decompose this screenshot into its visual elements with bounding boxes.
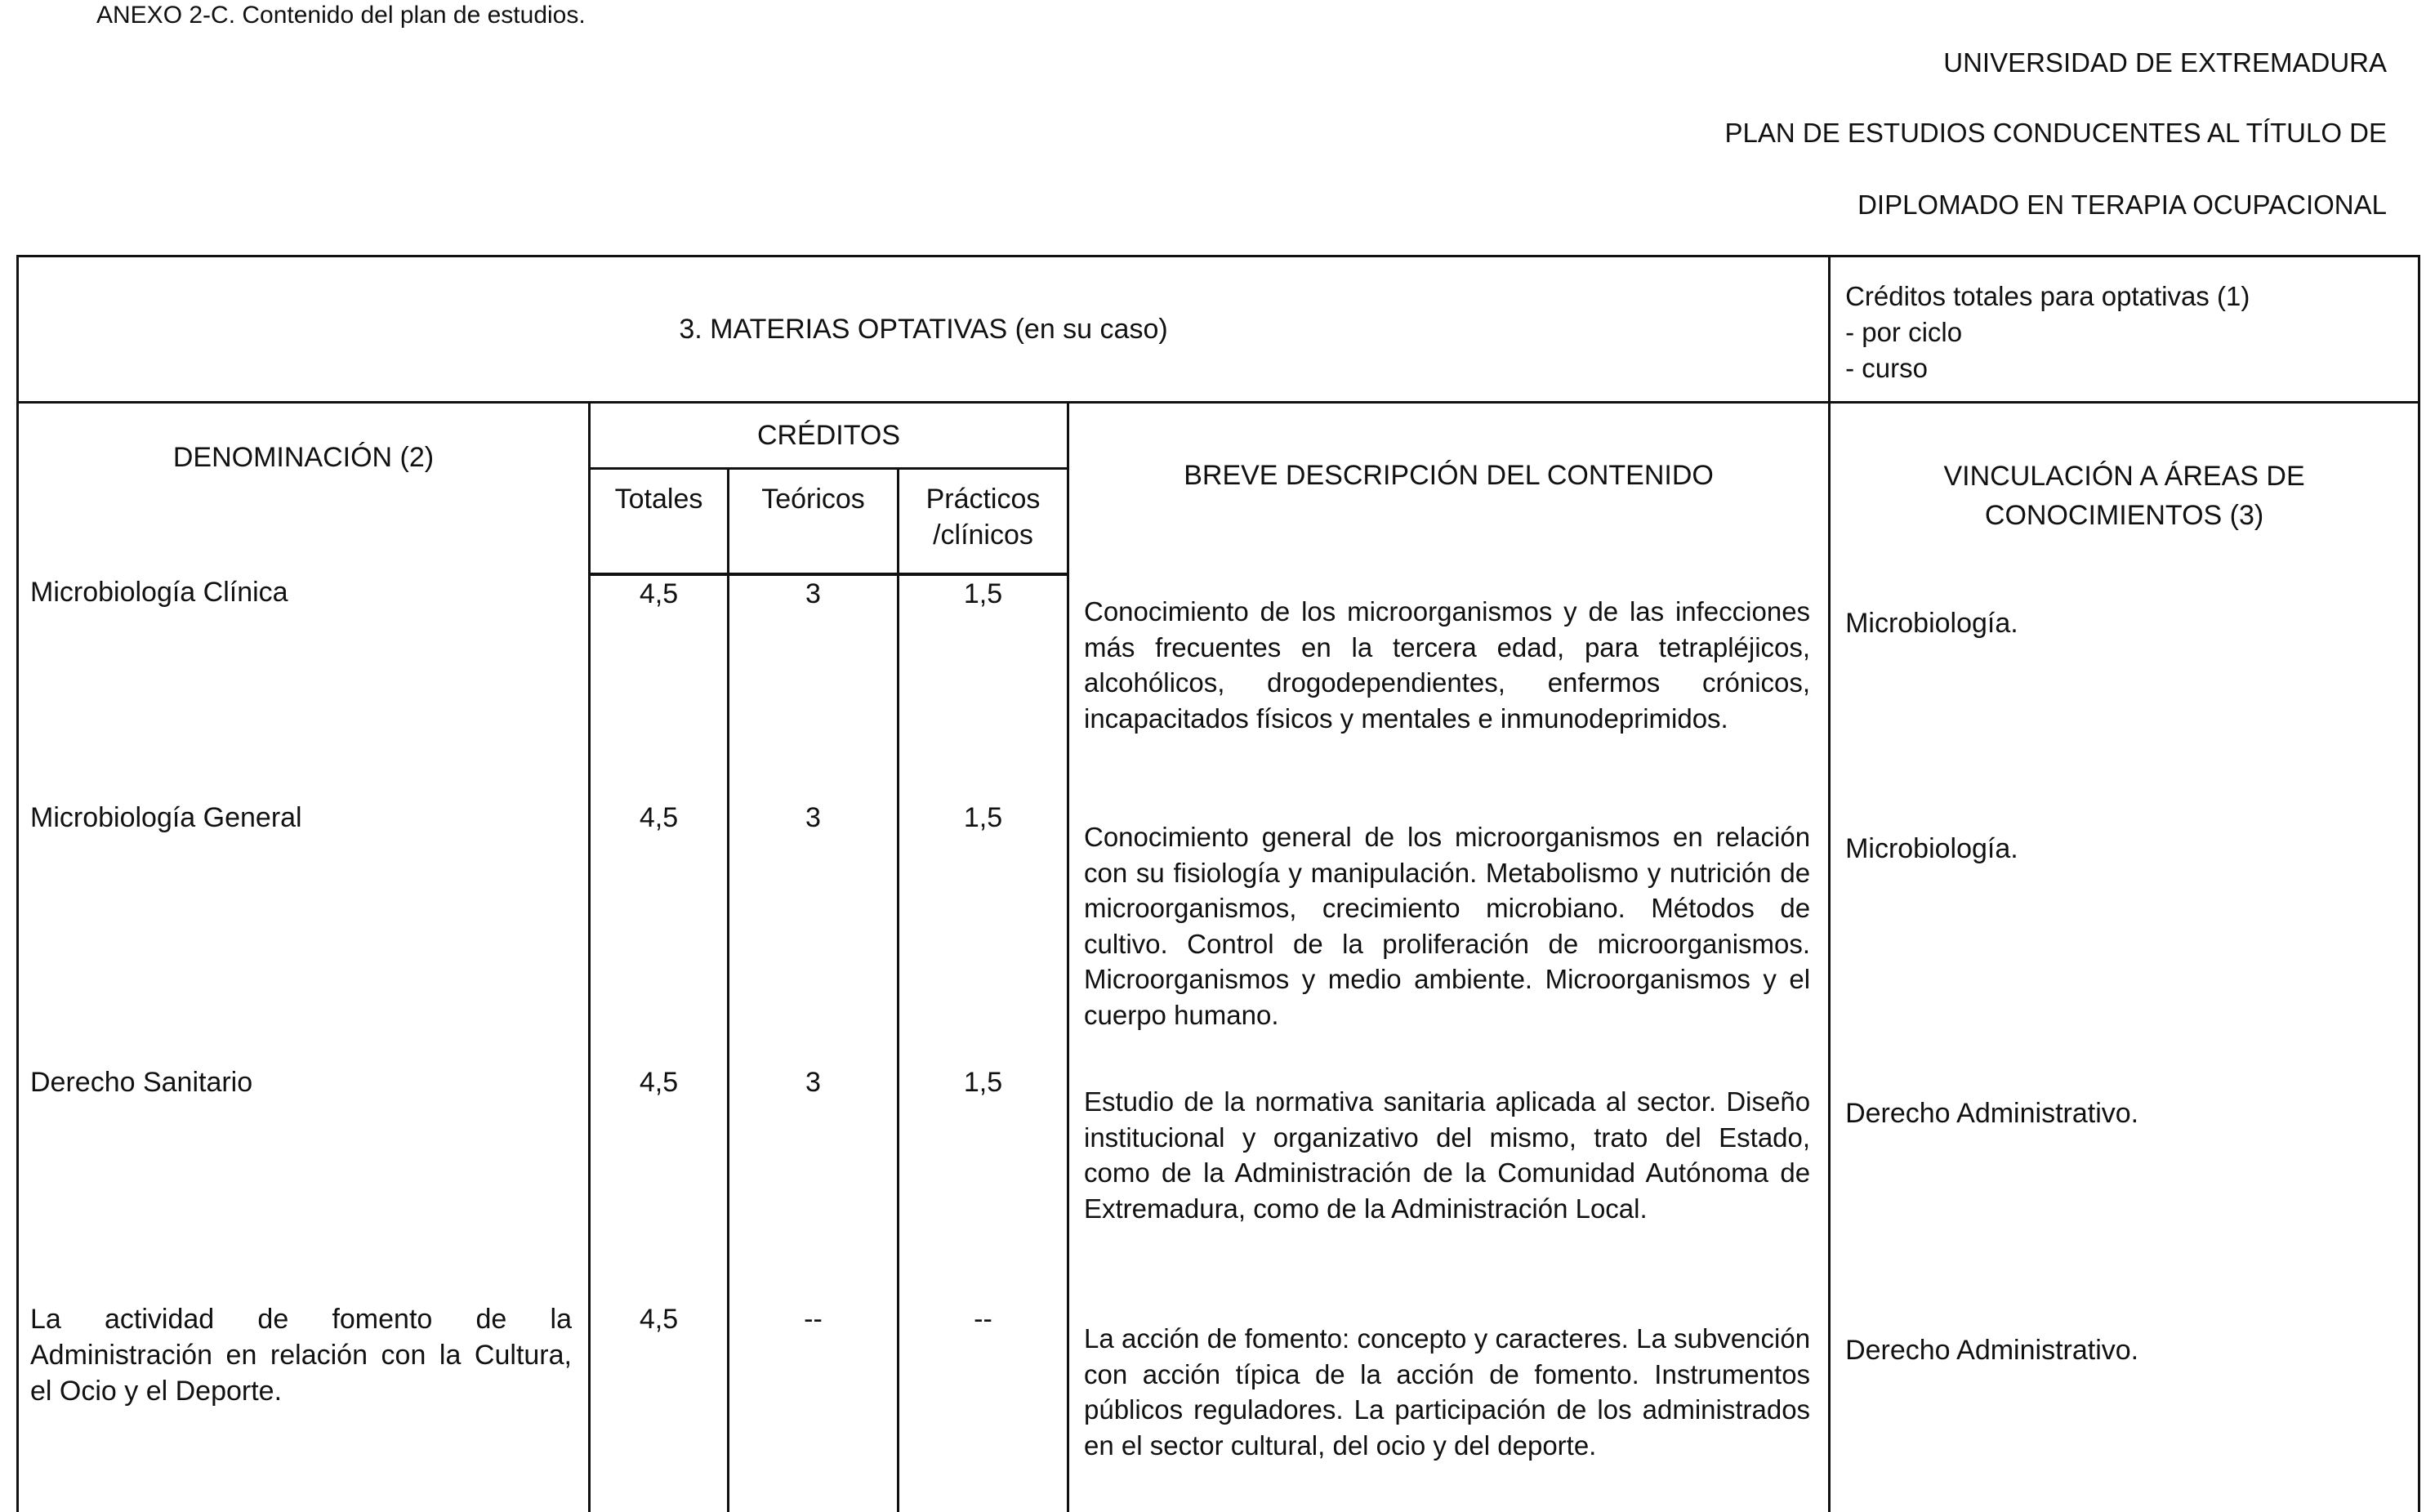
header-practical-line2: /clínicos xyxy=(933,520,1033,551)
knowledge-area: Microbiología. xyxy=(1830,574,2419,800)
knowledge-area: Microbiología. xyxy=(1830,800,2419,1064)
optional-credits-course: - curso xyxy=(1845,352,1928,383)
subject-name: Microbiología General xyxy=(18,800,590,1064)
header-practical xyxy=(899,469,1068,575)
credits-theoretical: -- xyxy=(729,1301,899,1512)
header-areas xyxy=(1830,403,2419,575)
optional-credits-cycle: - por ciclo xyxy=(1845,316,1963,347)
header-row-top xyxy=(18,403,2419,469)
credits-totals: 4,5 xyxy=(590,1301,729,1512)
plan-title: PLAN DE ESTUDIOS CONDUCENTES AL TÍTULO DE xyxy=(1724,118,2387,148)
section-title-row xyxy=(18,256,2419,403)
header-credits: CRÉDITOS xyxy=(590,403,1068,469)
table-row xyxy=(18,1064,2419,1301)
subject-name: Derecho Sanitario xyxy=(18,1064,590,1301)
header-theoretical: Teóricos xyxy=(729,469,899,575)
header-areas-line2: CONOCIMIENTOS (3) xyxy=(1984,499,2264,531)
subject-name: Microbiología Clínica xyxy=(18,574,590,800)
table-row xyxy=(18,574,2419,800)
knowledge-area: Derecho Administrativo. xyxy=(1830,1301,2419,1512)
table-row xyxy=(18,800,2419,1064)
credits-totals: 4,5 xyxy=(590,574,729,800)
degree-title: DIPLOMADO EN TERAPIA OCUPACIONAL xyxy=(1857,190,2387,220)
optional-credits-label: Créditos totales para optativas (1) xyxy=(1845,281,2250,311)
subject-description: La acción de fomento: concepto y caracteres. La subvención con acción típica de la acción de fomento. Instrumentos públicos reguladores. La participación de los administrados en el sector cultural, del ocio y del deporte. xyxy=(1068,1301,1830,1512)
annex-label: ANEXO 2-C. Contenido del plan de estudios. xyxy=(96,2,586,29)
table-row xyxy=(18,1301,2419,1512)
header-practical-line1: Prácticos xyxy=(925,484,1041,515)
credits-practical: 1,5 xyxy=(899,574,1068,800)
credits-practical: 1,5 xyxy=(899,1064,1068,1301)
subject-name: La actividad de fomento de la Administración en relación con la Cultura, el Ocio y el Deporte. xyxy=(18,1301,590,1512)
optional-credits-cell xyxy=(1830,256,2419,403)
header-description: BREVE DESCRIPCIÓN DEL CONTENIDO xyxy=(1068,403,1830,575)
subject-description: Conocimiento de los microorganismos y de las infecciones más frecuentes en la tercera edad, para tetrapléjicos, alcohólicos, drogodependientes, enfermos crónicos, incapacitados físicos y mentales e inmunodeprimidos. xyxy=(1068,574,1830,800)
subject-description: Estudio de la normativa sanitaria aplicada al sector. Diseño institucional y organizativo del mismo, trato del Estado, como de la Administración de la Comunidad Autónoma de Extremadura, como de la Administración Local. xyxy=(1068,1064,1830,1301)
credits-totals: 4,5 xyxy=(590,800,729,1064)
credits-practical: -- xyxy=(899,1301,1068,1512)
university-name: UNIVERSIDAD DE EXTREMADURA xyxy=(1943,47,2387,78)
subject-description: Conocimiento general de los microorganismos en relación con su fisiología y manipulación. Metabolismo y nutrición de microorganismos, crecimiento microbiano. Métodos de cultivo. Control de la proliferación de microorganismos. Microorganismos y medio ambiente. Microorganismos y el cuerpo humano. xyxy=(1068,800,1830,1064)
credits-totals: 4,5 xyxy=(590,1064,729,1301)
header-denomination: DENOMINACIÓN (2) xyxy=(18,403,590,575)
section-title: 3. MATERIAS OPTATIVAS (en su caso) xyxy=(18,256,1830,403)
optional-subjects-table xyxy=(16,255,2420,1512)
credits-theoretical: 3 xyxy=(729,574,899,800)
header-totals: Totales xyxy=(590,469,729,575)
credits-theoretical: 3 xyxy=(729,800,899,1064)
credits-practical: 1,5 xyxy=(899,800,1068,1064)
credits-theoretical: 3 xyxy=(729,1064,899,1301)
header-areas-line1: VINCULACIÓN A ÁREAS DE xyxy=(1943,461,2305,492)
knowledge-area: Derecho Administrativo. xyxy=(1830,1064,2419,1301)
